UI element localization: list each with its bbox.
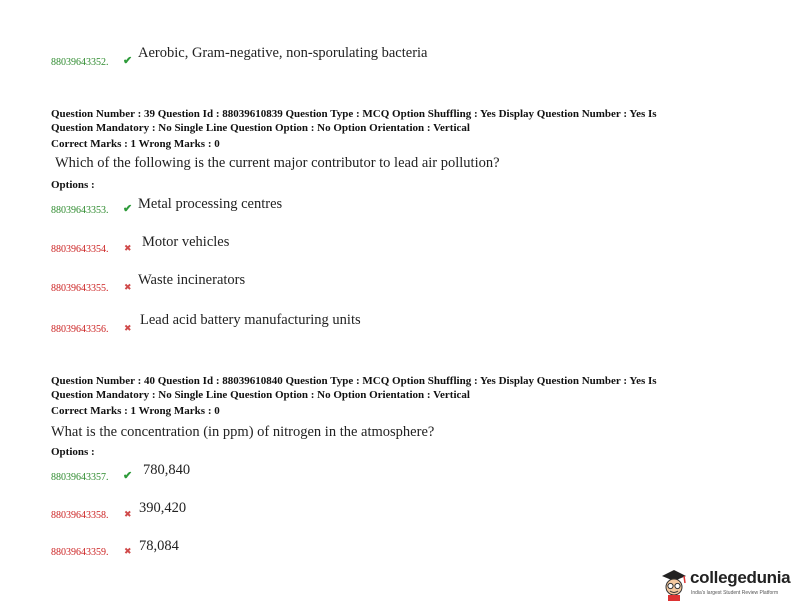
- option-id: 88039643352.: [51, 57, 109, 68]
- mascot-icon: [660, 568, 688, 602]
- option-text: Metal processing centres: [138, 196, 283, 212]
- question-text: What is the concentration (in ppm) of nitrogen in the atmosphere?: [51, 424, 435, 440]
- cross-icon: ✖: [124, 547, 132, 557]
- question-text: Which of the following is the current major contributor to lead air pollution?: [55, 155, 500, 171]
- question-meta-line: Question Mandatory : No Single Line Question Option : No Option Orientation : Vertical: [51, 388, 470, 401]
- question-meta-line: Question Number : 39 Question Id : 88039610839 Question Type : MCQ Option Shuffling : Yes Display Question Number : Yes Is: [51, 108, 657, 120]
- cross-icon: ✖: [124, 283, 132, 293]
- option-id: 88039643355.: [51, 283, 109, 294]
- option-text: Aerobic, Gram-negative, non-sporulating bacteria: [138, 45, 428, 61]
- question-meta: [51, 108, 751, 135]
- logo-tagline: India's largest Student Review Platform: [691, 590, 779, 596]
- option-id: 88039643354.: [51, 244, 109, 255]
- option-text: Waste incinerators: [138, 272, 246, 288]
- question-meta: [51, 375, 751, 402]
- option-id: 88039643357.: [51, 472, 109, 483]
- option-id: 88039643359.: [51, 547, 109, 558]
- option-id: 88039643353.: [51, 205, 109, 216]
- check-icon: ✔: [123, 54, 133, 67]
- option-text: 78,084: [139, 538, 179, 554]
- options-label: Options :: [51, 446, 95, 458]
- option-text: Lead acid battery manufacturing units: [140, 312, 361, 328]
- cross-icon: ✖: [124, 244, 132, 254]
- collegedunia-logo: [660, 566, 791, 606]
- option-text: Motor vehicles: [142, 234, 230, 250]
- check-icon: ✔: [123, 202, 133, 215]
- option-text: 390,420: [139, 500, 187, 516]
- logo-name: collegedunia: [690, 568, 791, 587]
- check-icon: ✔: [123, 469, 133, 482]
- cross-icon: ✖: [124, 324, 132, 334]
- options-label: Options :: [51, 179, 95, 191]
- question-meta-line: Question Number : 40 Question Id : 88039610840 Question Type : MCQ Option Shuffling : Yes Display Question Number : Yes Is: [51, 375, 657, 387]
- question-meta-line: Question Mandatory : No Single Line Question Option : No Option Orientation : Vertical: [51, 121, 470, 134]
- cross-icon: ✖: [124, 510, 132, 520]
- option-id: 88039643356.: [51, 324, 109, 335]
- question-marks: Correct Marks : 1 Wrong Marks : 0: [51, 138, 220, 150]
- question-marks: Correct Marks : 1 Wrong Marks : 0: [51, 405, 220, 417]
- option-id: 88039643358.: [51, 510, 109, 521]
- option-text: 780,840: [143, 462, 191, 478]
